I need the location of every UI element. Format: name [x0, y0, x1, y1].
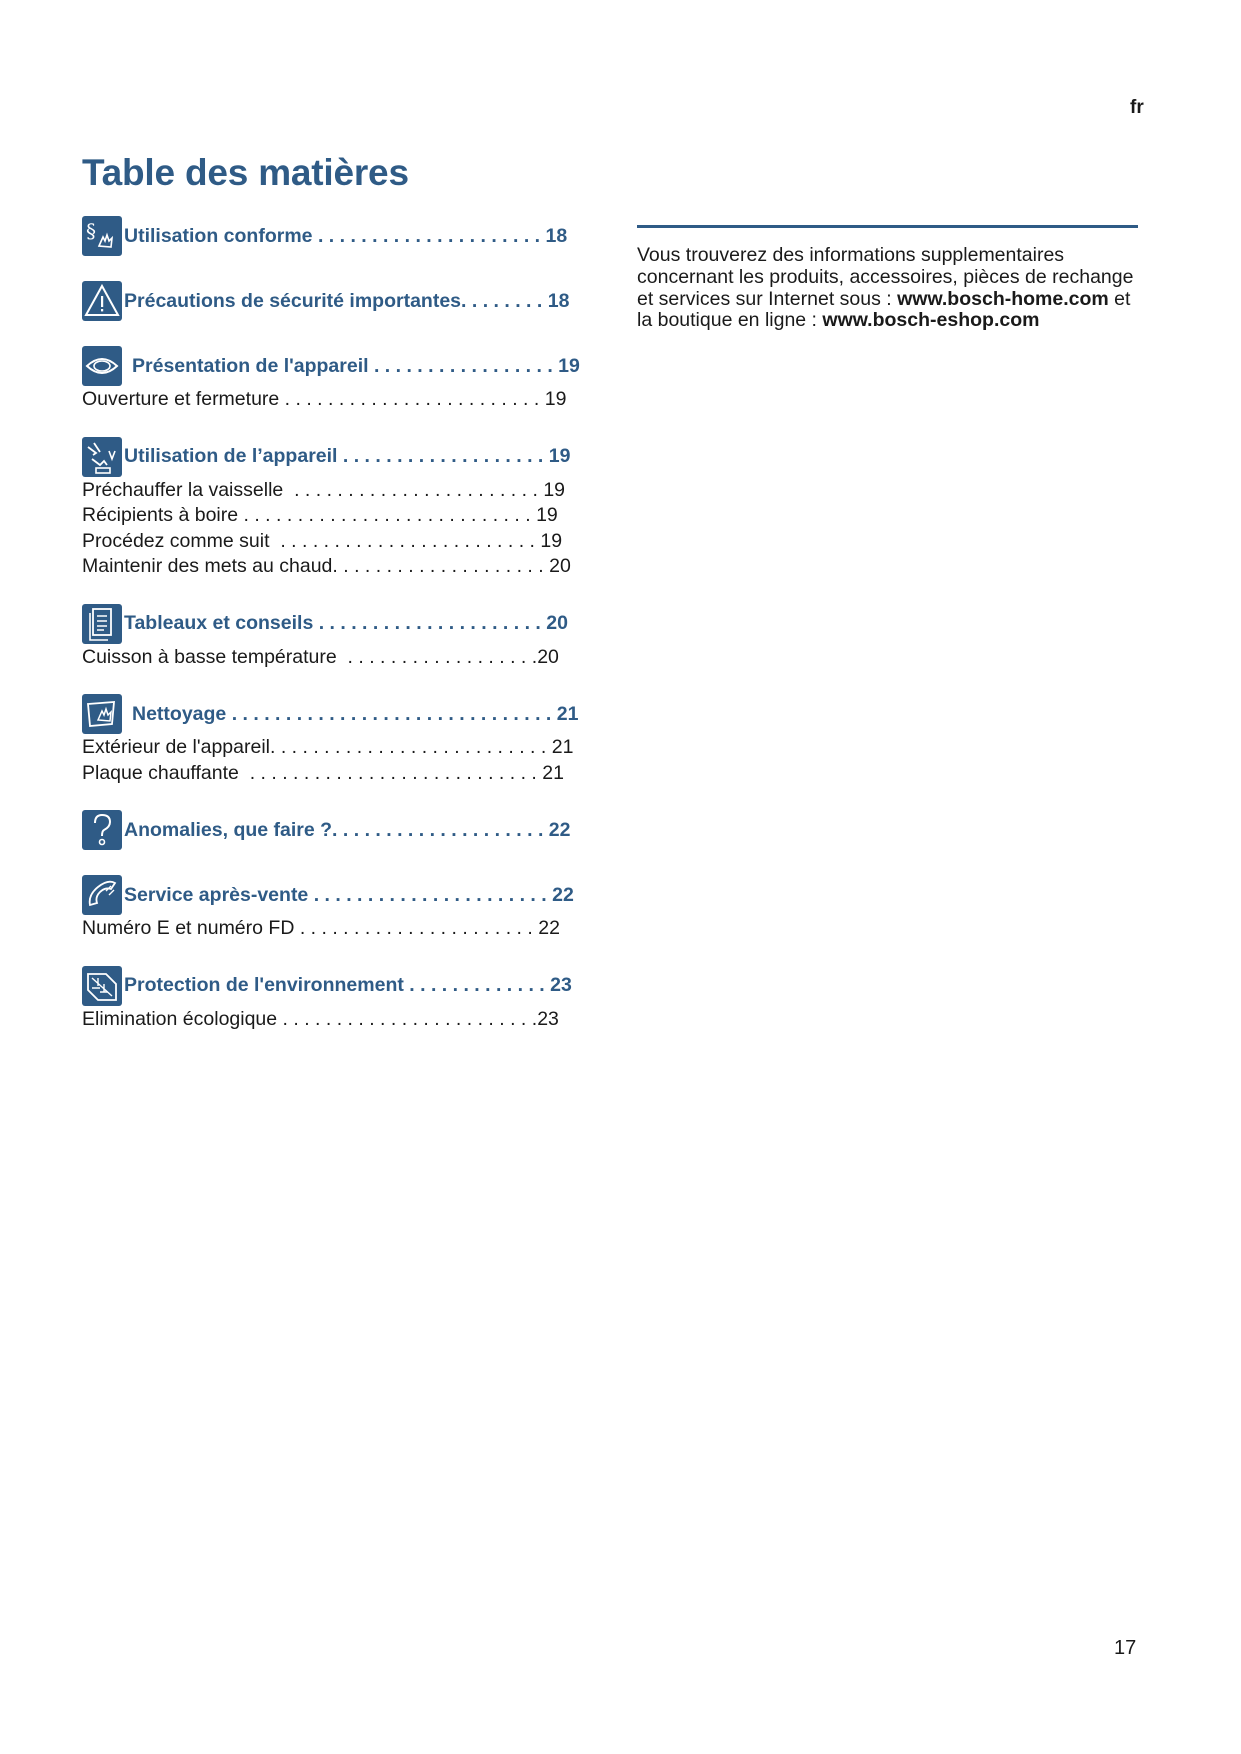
- toc-heading-label: Utilisation de l’appareil: [124, 445, 338, 467]
- toc-section: [82, 280, 592, 322]
- toc-page-number: 22: [548, 818, 571, 841]
- toc-subitem-label: Ouverture et fermeture: [82, 388, 280, 410]
- toc-subitem-link[interactable]: [82, 1007, 592, 1033]
- toc-heading-label: Présentation de l'appareil: [132, 354, 369, 377]
- page-title: Table des matières: [82, 152, 409, 193]
- toc-page-number: 21: [542, 761, 564, 784]
- toc-page-number: 20: [546, 612, 568, 634]
- toc-heading-link[interactable]: [82, 693, 592, 735]
- toc-dot-leader: . . . . . . . . . . . . . . . . . . . . . . . . . . .: [238, 761, 543, 784]
- toc-section: [82, 874, 592, 942]
- toc-dot-leader: . . . . . . . . . . . . . . . . . . . . . . . . .: [275, 736, 552, 758]
- toc-page-number: 19: [543, 478, 566, 501]
- toc-subitem-link[interactable]: [82, 735, 592, 761]
- toc-page-number: 20: [549, 555, 571, 577]
- document-icon: [82, 604, 122, 644]
- toc-section: [82, 345, 592, 413]
- toc-heading-link[interactable]: [82, 965, 592, 1007]
- toc-heading-link[interactable]: [82, 874, 592, 916]
- toc-page-number: 21: [556, 702, 579, 725]
- toc-dot-leader: . . . . . . . . . . . . . . . . .: [368, 354, 559, 377]
- toc-page-number: 23: [550, 974, 572, 996]
- phone-icon: [82, 875, 122, 915]
- toc-subitem-label: Cuisson à basse température: [82, 645, 337, 668]
- toc-subitem-label: Procédez comme suit: [82, 529, 270, 552]
- toc-heading-label: Service après-vente: [124, 883, 309, 906]
- toc-page-number: 18: [547, 289, 570, 312]
- toc-subitem-link[interactable]: [82, 503, 592, 529]
- toc-heading-label: Anomalies, que faire ?.: [124, 818, 338, 841]
- section-hand-icon: [82, 216, 122, 256]
- toc-subitem-label: Récipients à boire: [82, 504, 239, 526]
- toc-dot-leader: . . . . . . . . . . . . . . . . . . . . . .: [294, 917, 539, 939]
- table-of-contents: [82, 215, 592, 1055]
- toc-heading-link[interactable]: [82, 436, 592, 478]
- toc-dot-leader: . . . . . . . . . . . . . . . . . . . . . . .: [283, 478, 544, 501]
- bosch-eshop-link[interactable]: www.bosch-eshop.com: [822, 309, 1040, 332]
- toc-heading-link[interactable]: [82, 280, 592, 322]
- toc-dot-leader: . . . . . . .: [466, 289, 548, 312]
- toc-page-number: 19: [548, 445, 571, 467]
- toc-dot-leader: . . . . . . . . . . . . . . . . . . . . . .: [308, 883, 553, 906]
- toc-subitem-label: Numéro E et numéro FD: [82, 917, 295, 939]
- toc-subitem-label: Préchauffer la vaisselle: [82, 478, 284, 501]
- question-icon: [82, 810, 122, 850]
- toc-dot-leader: . . . . . . . . . . . . .: [403, 974, 551, 996]
- language-code: fr: [1130, 97, 1144, 118]
- toc-heading-link[interactable]: [82, 345, 592, 387]
- toc-page-number: 19: [536, 504, 558, 526]
- toc-subitem-link[interactable]: [82, 478, 592, 504]
- bosch-home-link[interactable]: www.bosch-home.com: [897, 287, 1109, 310]
- appliance-use-icon: [82, 437, 122, 477]
- toc-dot-leader: . . . . . . . . . . . . . . . . . . . . . . . . . . .: [238, 504, 537, 526]
- toc-page-number: 20: [537, 645, 559, 668]
- toc-dot-leader: . . . . . . . . . . . . . . . . . . .: [337, 445, 549, 467]
- toc-section: [82, 436, 592, 580]
- toc-page-number: 22: [538, 917, 560, 939]
- eye-icon: [82, 346, 122, 386]
- toc-page-number: 22: [552, 883, 574, 906]
- toc-dot-leader: . . . . . . . . . . . . . . . . . . . . .: [312, 224, 546, 247]
- toc-page-number: 21: [551, 736, 574, 758]
- leaf-icon: [82, 966, 122, 1006]
- toc-subitem-link[interactable]: [82, 387, 592, 413]
- toc-dot-leader: . . . . . . . . . . . . . . . . . . . . .: [313, 612, 547, 634]
- toc-dot-leader: . . . . . . . . . . . . . . . . . . . . . . . .: [279, 388, 545, 410]
- toc-dot-leader: . . . . . . . . . . . . . . . . . . . . . . . . . . . . . .: [226, 702, 557, 725]
- warning-icon: [82, 281, 122, 321]
- toc-section: [82, 693, 592, 786]
- toc-page-number: 18: [545, 224, 568, 247]
- toc-subitem-label: Plaque chauffante: [82, 761, 239, 784]
- toc-heading-label: Nettoyage: [132, 702, 227, 725]
- toc-section: [82, 809, 592, 851]
- info-text: et la boutique en ligne :: [637, 287, 1131, 332]
- toc-heading-link[interactable]: [82, 809, 592, 851]
- toc-heading-link[interactable]: [82, 603, 592, 645]
- toc-heading-label: Tableaux et conseils: [124, 612, 314, 634]
- cleaning-icon: [82, 694, 122, 734]
- toc-subitem-link[interactable]: [82, 529, 592, 555]
- info-text: Vous trouverez des informations supplementaires concernant les produits, accessoires, pièces de rechange et services sur Internet sous :: [637, 244, 1134, 310]
- toc-dot-leader: . . . . . . . . . . . . . . . . . .: [336, 645, 538, 668]
- toc-subitem-label: Extérieur de l'appareil.: [82, 736, 276, 758]
- toc-page-number: 19: [540, 529, 563, 552]
- toc-dot-leader: . . . . . . . . . . . . . . . . . . .: [337, 818, 549, 841]
- svg-text:§: §: [86, 219, 96, 243]
- toc-dot-leader: . . . . . . . . . . . . . . . . . . . . . . . .: [277, 1007, 538, 1030]
- toc-subitem-link[interactable]: [82, 645, 592, 671]
- toc-page-number: 23: [537, 1007, 559, 1030]
- toc-subitem-link[interactable]: [82, 761, 592, 787]
- page-number: 17: [1114, 1637, 1137, 1659]
- toc-subitem-label: Elimination écologique: [82, 1007, 278, 1030]
- info-paragraph: [637, 245, 1137, 332]
- toc-section: [82, 215, 592, 257]
- toc-heading-label: Protection de l'environnement: [124, 974, 404, 996]
- toc-dot-leader: . . . . . . . . . . . . . . . . . . .: [337, 555, 550, 577]
- toc-heading-link[interactable]: [82, 215, 592, 257]
- toc-page-number: 19: [544, 388, 567, 410]
- toc-section: [82, 965, 592, 1033]
- toc-subitem-link[interactable]: [82, 916, 592, 942]
- toc-subitem-label: Maintenir des mets au chaud.: [82, 555, 338, 577]
- toc-subitem-link[interactable]: [82, 554, 592, 580]
- toc-page-number: 19: [558, 354, 580, 377]
- toc-heading-label: Précautions de sécurité importantes.: [124, 289, 467, 312]
- toc-dot-leader: . . . . . . . . . . . . . . . . . . . . . . . .: [269, 529, 541, 552]
- toc-heading-label: Utilisation conforme: [124, 224, 313, 247]
- divider: [637, 225, 1138, 228]
- toc-section: [82, 603, 592, 671]
